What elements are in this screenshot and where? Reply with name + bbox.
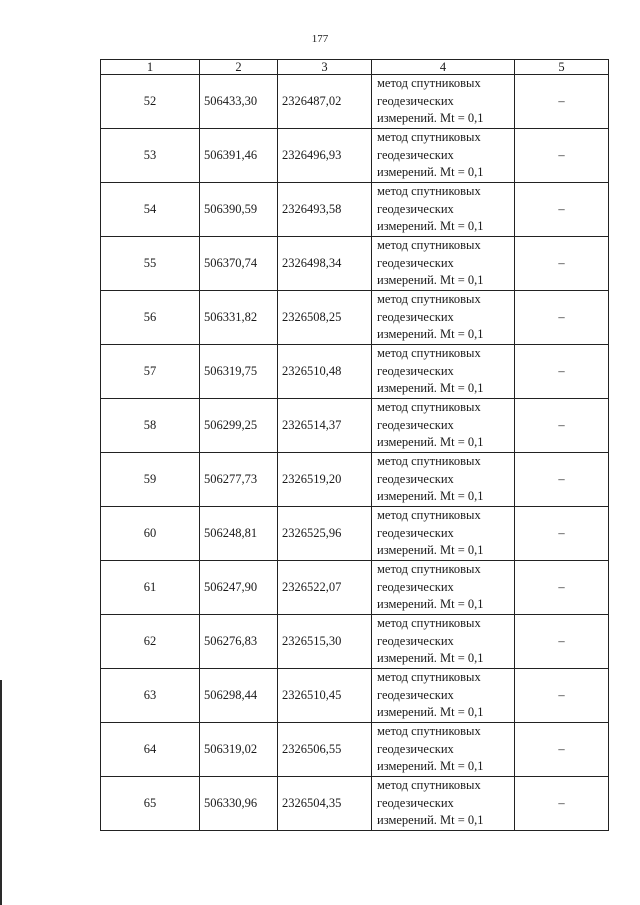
method-cell [372, 129, 515, 183]
method-text-line: метод спутниковых [377, 130, 481, 144]
y-coordinate-cell: 2326525,96 [278, 507, 372, 561]
method-text-line: геодезических [377, 471, 454, 486]
method-text-line: измерений. Mt = 0,1 [377, 327, 484, 341]
method-text-line: измерений. Mt = 0,1 [377, 489, 484, 503]
method-cell [372, 615, 515, 669]
point-number-cell: 58 [101, 399, 200, 453]
x-coordinate-cell: 506391,46 [200, 129, 278, 183]
method-cell [372, 777, 515, 831]
method-cell [372, 669, 515, 723]
point-number-cell: 65 [101, 777, 200, 831]
note-cell: – [515, 507, 609, 561]
method-text-line: метод спутниковых [377, 346, 481, 360]
x-coordinate-cell: 506299,25 [200, 399, 278, 453]
method-text-line: измерений. Mt = 0,1 [377, 381, 484, 395]
note-cell: – [515, 75, 609, 129]
y-coordinate-cell: 2326504,35 [278, 777, 372, 831]
table-row [101, 183, 609, 237]
y-coordinate-cell: 2326519,20 [278, 453, 372, 507]
note-cell: – [515, 561, 609, 615]
method-cell [372, 507, 515, 561]
method-text-line: измерений. Mt = 0,1 [377, 111, 484, 125]
method-text-line: метод спутниковых [377, 724, 481, 738]
point-number-cell: 61 [101, 561, 200, 615]
method-cell [372, 561, 515, 615]
table-row [101, 561, 609, 615]
method-text-line: метод спутниковых [377, 454, 481, 468]
x-coordinate-cell: 506319,02 [200, 723, 278, 777]
method-cell [372, 75, 515, 129]
method-text-line: геодезических [377, 309, 454, 324]
table-row [101, 237, 609, 291]
y-coordinate-cell: 2326493,58 [278, 183, 372, 237]
x-coordinate-cell: 506319,75 [200, 345, 278, 399]
method-text-line: измерений. Mt = 0,1 [377, 759, 484, 773]
note-cell: – [515, 723, 609, 777]
note-cell: – [515, 129, 609, 183]
coordinates-table [100, 59, 609, 831]
scan-edge-line [0, 680, 2, 905]
note-cell: – [515, 183, 609, 237]
y-coordinate-cell: 2326496,93 [278, 129, 372, 183]
column-header-y: 3 [278, 60, 372, 75]
table-row [101, 669, 609, 723]
method-text-line: геодезических [377, 255, 454, 270]
y-coordinate-cell: 2326515,30 [278, 615, 372, 669]
method-cell [372, 723, 515, 777]
method-text-line: геодезических [377, 147, 454, 162]
method-text-line: измерений. Mt = 0,1 [377, 165, 484, 179]
note-cell: – [515, 777, 609, 831]
y-coordinate-cell: 2326514,37 [278, 399, 372, 453]
x-coordinate-cell: 506248,81 [200, 507, 278, 561]
method-text-line: метод спутниковых [377, 400, 481, 414]
x-coordinate-cell: 506330,96 [200, 777, 278, 831]
point-number-cell: 55 [101, 237, 200, 291]
y-coordinate-cell: 2326508,25 [278, 291, 372, 345]
method-text-line: геодезических [377, 93, 454, 108]
y-coordinate-cell: 2326498,34 [278, 237, 372, 291]
method-text-line: измерений. Mt = 0,1 [377, 813, 484, 827]
x-coordinate-cell: 506331,82 [200, 291, 278, 345]
point-number-cell: 52 [101, 75, 200, 129]
method-cell [372, 345, 515, 399]
method-text-line: метод спутниковых [377, 184, 481, 198]
point-number-cell: 53 [101, 129, 200, 183]
method-cell [372, 291, 515, 345]
method-text-line: измерений. Mt = 0,1 [377, 543, 484, 557]
table-row [101, 777, 609, 831]
method-text-line: измерений. Mt = 0,1 [377, 219, 484, 233]
y-coordinate-cell: 2326510,48 [278, 345, 372, 399]
note-cell: – [515, 669, 609, 723]
method-cell [372, 453, 515, 507]
note-cell: – [515, 291, 609, 345]
table-row [101, 75, 609, 129]
method-text-line: метод спутниковых [377, 616, 481, 630]
column-header-method: 4 [372, 60, 515, 75]
note-cell: – [515, 615, 609, 669]
method-text-line: геодезических [377, 795, 454, 810]
method-text-line: метод спутниковых [377, 238, 481, 252]
table-row [101, 507, 609, 561]
x-coordinate-cell: 506298,44 [200, 669, 278, 723]
method-text-line: измерений. Mt = 0,1 [377, 597, 484, 611]
table-row [101, 615, 609, 669]
point-number-cell: 54 [101, 183, 200, 237]
method-text-line: геодезических [377, 363, 454, 378]
point-number-cell: 59 [101, 453, 200, 507]
y-coordinate-cell: 2326522,07 [278, 561, 372, 615]
point-number-cell: 57 [101, 345, 200, 399]
point-number-cell: 63 [101, 669, 200, 723]
y-coordinate-cell: 2326510,45 [278, 669, 372, 723]
method-cell [372, 183, 515, 237]
column-header-note: 5 [515, 60, 609, 75]
column-header-point-number: 1 [101, 60, 200, 75]
method-text-line: измерений. Mt = 0,1 [377, 273, 484, 287]
table-row [101, 129, 609, 183]
method-text-line: измерений. Mt = 0,1 [377, 435, 484, 449]
note-cell: – [515, 345, 609, 399]
x-coordinate-cell: 506247,90 [200, 561, 278, 615]
x-coordinate-cell: 506390,59 [200, 183, 278, 237]
method-text-line: геодезических [377, 525, 454, 540]
table-row [101, 291, 609, 345]
table-row [101, 345, 609, 399]
x-coordinate-cell: 506276,83 [200, 615, 278, 669]
method-cell [372, 237, 515, 291]
x-coordinate-cell: 506433,30 [200, 75, 278, 129]
table-row [101, 723, 609, 777]
page-number: 177 [311, 33, 329, 45]
method-text-line: измерений. Mt = 0,1 [377, 651, 484, 665]
x-coordinate-cell: 506277,73 [200, 453, 278, 507]
point-number-cell: 56 [101, 291, 200, 345]
point-number-cell: 62 [101, 615, 200, 669]
point-number-cell: 60 [101, 507, 200, 561]
table-body [101, 75, 609, 831]
header-row [101, 60, 609, 75]
note-cell: – [515, 237, 609, 291]
column-header-x: 2 [200, 60, 278, 75]
table-row [101, 399, 609, 453]
method-text-line: геодезических [377, 201, 454, 216]
method-text-line: геодезических [377, 741, 454, 756]
method-text-line: метод спутниковых [377, 76, 481, 90]
table-row [101, 453, 609, 507]
note-cell: – [515, 399, 609, 453]
method-text-line: геодезических [377, 579, 454, 594]
y-coordinate-cell: 2326487,02 [278, 75, 372, 129]
method-text-line: геодезических [377, 633, 454, 648]
note-cell: – [515, 453, 609, 507]
method-text-line: метод спутниковых [377, 508, 481, 522]
method-text-line: метод спутниковых [377, 562, 481, 576]
method-cell [372, 399, 515, 453]
y-coordinate-cell: 2326506,55 [278, 723, 372, 777]
method-text-line: измерений. Mt = 0,1 [377, 705, 484, 719]
method-text-line: метод спутниковых [377, 292, 481, 306]
method-text-line: геодезических [377, 687, 454, 702]
x-coordinate-cell: 506370,74 [200, 237, 278, 291]
method-text-line: метод спутниковых [377, 778, 481, 792]
point-number-cell: 64 [101, 723, 200, 777]
method-text-line: геодезических [377, 417, 454, 432]
method-text-line: метод спутниковых [377, 670, 481, 684]
